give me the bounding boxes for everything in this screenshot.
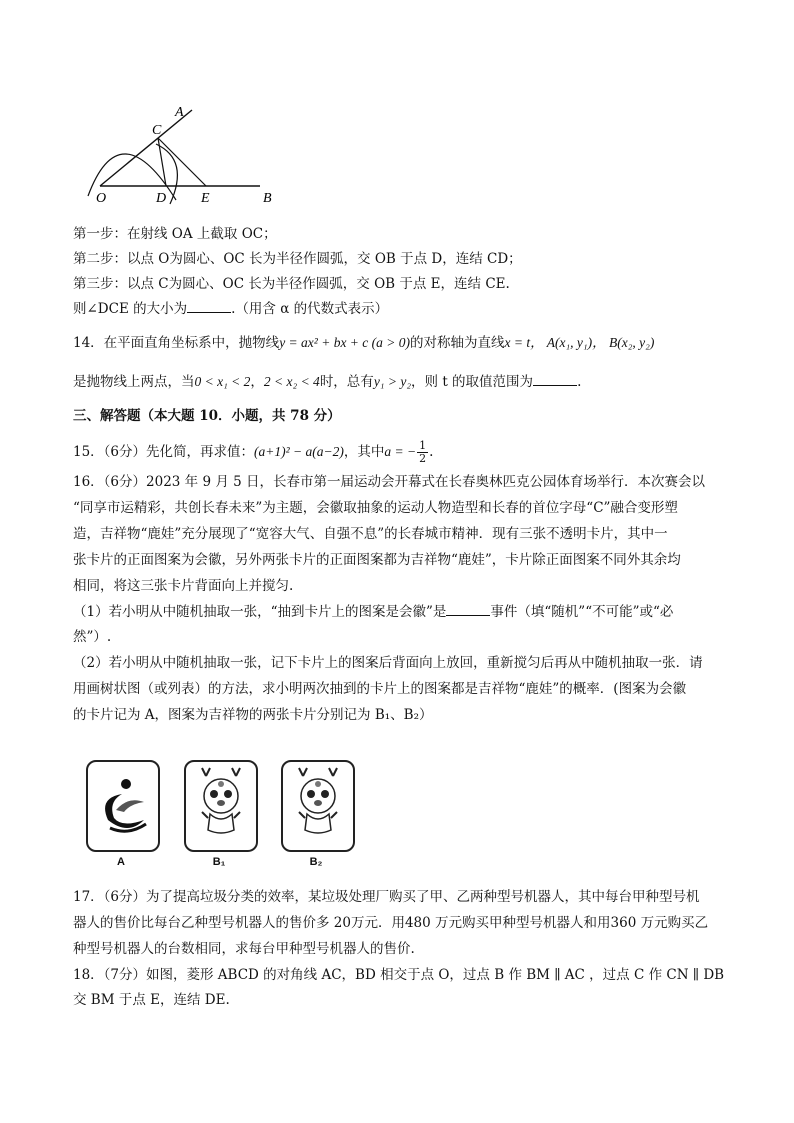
q14-cond3: y₁ > y₂ <box>373 374 412 389</box>
q17-line-3: 种型号机器人的台数相同，求每台甲种型号机器人的售价. <box>73 941 415 957</box>
q14-l1-pre: 14．在平面直角坐标系中，抛物线 <box>73 335 280 351</box>
q13-step3: 第三步：以点 C为圆心、OC 长为半径作圆弧，交 OB 于点 E，连结 CE. <box>73 276 510 292</box>
q16-line-2: “同享市运精彩，共创长春未来”为主题，会徽取抽象的运动人物造型和长春的首位字母“C”融合变形塑 <box>73 500 678 516</box>
q16-p1-post: 事件（填“随机”“不可能”或“必 <box>490 604 674 620</box>
q17-line-2: 器人的售价比每台乙种型号机器人的售价多 20万元．用480 万元购买甲种型号机器人和用360 万元购买乙 <box>73 915 709 931</box>
q14-points: ， A(x₁, y₁)， B(x₂, y₂) <box>530 335 655 350</box>
emblem-icon <box>88 762 158 850</box>
q13-question <box>73 299 388 319</box>
q15-expression: (a+1)² − a(a−2) <box>254 444 344 459</box>
construction-figure <box>80 100 290 210</box>
q14-sep: ， <box>250 374 264 390</box>
q15-numerator: 1 <box>419 439 427 452</box>
ray-oa <box>100 110 192 186</box>
q16-part2-line3: 的卡片记为 A，图案为吉祥物的两张卡片分别记为 B₁、B₂） <box>73 707 433 723</box>
q17-line-1: 17．（6分）为了提高垃圾分类的效率，某垃圾处理厂购买了甲、乙两种型号机器人，其中每台甲种型号机 <box>73 889 700 905</box>
q14-answer-blank[interactable] <box>533 373 577 386</box>
card-b1-mascot <box>184 760 258 852</box>
q15-end: . <box>429 444 434 460</box>
label-a: A <box>175 105 184 120</box>
q14-axis-eq: x = t <box>504 335 531 350</box>
q16-part2-line2: 用画树状图（或列表）的方法，求小明两次抽到的卡片上的图案都是吉祥物“鹿娃”的概率．(图案为会徽 <box>73 681 687 697</box>
q14-line2 <box>73 372 581 392</box>
q16-part1 <box>73 602 673 622</box>
q13-step1: 第一步：在射线 OA 上截取 OC； <box>73 226 277 242</box>
q15-denominator: 2 <box>419 452 427 465</box>
q14-l2-post: ，则 t 的取值范围为 <box>411 374 534 390</box>
q16-answer-blank[interactable] <box>446 603 490 616</box>
q15-mid: ，其中 <box>343 444 385 460</box>
q18-line-1: 18．（7分）如图，菱形 ABCD 的对角线 AC，BD 相交于点 O，过点 B 作 BM ∥ AC ，过点 C 作 CN ∥ DB <box>73 967 725 983</box>
q15-line <box>73 440 433 465</box>
q14-parabola-eq: y = ax² + bx + c (a > 0) <box>279 335 411 350</box>
q14-end: . <box>577 374 582 390</box>
deer-mascot-icon <box>283 762 353 850</box>
q15-fraction <box>417 440 428 465</box>
q13-step2: 第二步：以点 O为圆心、OC 长为半径作圆弧，交 OB 于点 D，连结 CD； <box>73 251 522 267</box>
section-3-heading: 三、解答题（本大题 10．小题，共 78 分） <box>73 408 341 424</box>
q14-l1-mid: 的对称轴为直线 <box>410 335 505 351</box>
q15-value: a = − <box>384 444 417 459</box>
label-e: E <box>201 191 210 206</box>
card-b2-mascot <box>281 760 355 852</box>
label-o: O <box>96 191 107 206</box>
card-label-b1: B₁ <box>212 856 226 868</box>
card-label-a: A <box>117 856 125 868</box>
deer-mascot-icon <box>186 762 256 850</box>
q14-cond2: 2 < x₂ < 4 <box>263 374 320 389</box>
q16-part1-line2: 然”）. <box>73 629 112 645</box>
q16-line-4: 张卡片的正面图案为会徽，另外两张卡片的正面图案都为吉祥物“鹿娃”，卡片除正面图案不同外其余均 <box>73 552 681 568</box>
q16-part2-line1: （2）若小明从中随机抽取一张，记下卡片上的图案后背面向上放回，重新搅匀后再从中随机抽取一张．请 <box>73 655 703 671</box>
card-a-emblem <box>86 760 160 852</box>
q13-ask-post: .（用含 α 的代数式表示） <box>231 301 389 317</box>
q14-l2-pre: 是抛物线上两点，当 <box>73 374 195 390</box>
label-d: D <box>156 191 167 206</box>
label-b: B <box>263 191 272 206</box>
q16-p1-pre: （1）若小明从中随机抽取一张，“抽到卡片上的图案是会徽”是 <box>73 604 447 620</box>
q15-pre: 15．（6分）先化简，再求值： <box>73 444 255 460</box>
q18-line-2: 交 BM 于点 E，连结 DE. <box>73 992 230 1008</box>
q16-line-3: 造，吉祥物“鹿娃”充分展现了“宽容大气、自强不息”的长春城市精神．现有三张不透明卡片，其中一 <box>73 526 668 542</box>
q16-line-1: 16．（6分）2023 年 9 月 5 日，长春市第一届运动会开幕式在长春奥林匹克公园体育场举行．本次赛会以 <box>73 474 706 490</box>
q16-line-5: 相同，将这三张卡片背面向上并搅匀. <box>73 578 294 594</box>
card-label-b2: B₂ <box>309 856 323 868</box>
q14-line1 <box>73 333 654 353</box>
q14-l2-mid: 时，总有 <box>319 374 374 390</box>
q13-ask-pre: 则∠DCE 的大小为 <box>73 301 188 317</box>
q14-cond1: 0 < x₁ < 2 <box>194 374 251 389</box>
label-c: C <box>152 123 162 138</box>
q13-answer-blank[interactable] <box>187 300 231 313</box>
